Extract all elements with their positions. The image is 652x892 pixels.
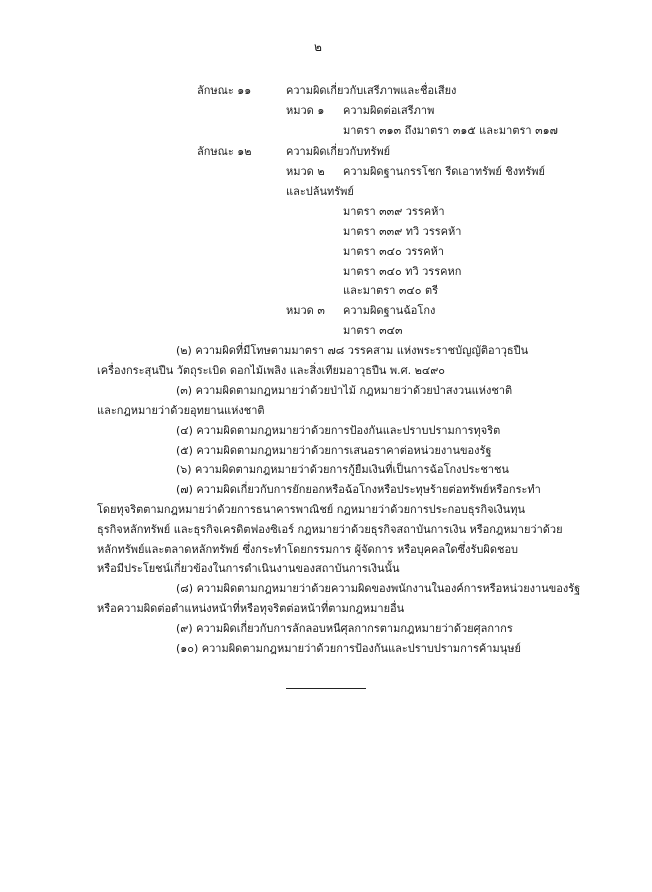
chapter-11-title: ความผิดเกี่ยวกับเสรีภาพและชื่อเสียง: [286, 84, 457, 97]
page-number: ๒: [314, 40, 322, 54]
part-3-title: ความผิดฐานฉ้อโกง: [343, 304, 436, 317]
part-2-label: หมวด ๒: [286, 165, 325, 178]
part-2-title: ความผิดฐานกรรโชก รีดเอาทรัพย์ ชิงทรัพย์: [343, 165, 545, 178]
item-7-line-1: (๗) ความผิดเกี่ยวกับการยักยอกหรือฉ้อโกงหรือประทุษร้ายต่อทรัพย์หรือกระทำ: [176, 483, 541, 496]
part-2-title-cont: และปล้นทรัพย์: [286, 185, 354, 198]
part-2-section-5: และมาตรา ๓๔๐ ตรี: [343, 284, 438, 297]
item-5: (๕) ความผิดตามกฎหมายว่าด้วยการเสนอราคาต่อหน่วยงานของรัฐ: [176, 444, 492, 457]
chapter-11-label: ลักษณะ ๑๑: [197, 84, 252, 97]
item-3-line-1: (๓) ความผิดตามกฎหมายว่าด้วยป่าไม้ กฎหมายว่าด้วยป่าสงวนแห่งชาติ: [176, 384, 513, 397]
part-2-section-2: มาตรา ๓๓๙ ทวิ วรรคห้า: [343, 225, 462, 238]
part-1-title: ความผิดต่อเสรีภาพ: [343, 104, 435, 117]
part-2-section-4: มาตรา ๓๔๐ ทวิ วรรคหก: [343, 265, 462, 278]
item-7-line-2: โดยทุจริตตามกฎหมายว่าด้วยการธนาคารพาณิชย์ กฎหมายว่าด้วยการประกอบธุรกิจเงินทุน: [97, 503, 525, 516]
part-3-section: มาตรา ๓๔๓: [343, 324, 403, 337]
end-rule: [286, 688, 366, 689]
part-1-sections: มาตรา ๓๑๓ ถึงมาตรา ๓๑๕ และมาตรา ๓๑๗: [343, 124, 558, 137]
item-3-line-2: และกฎหมายว่าด้วยอุทยานแห่งชาติ: [97, 404, 265, 417]
part-1-label: หมวด ๑: [286, 104, 325, 117]
part-2-section-1: มาตรา ๓๓๙ วรรคห้า: [343, 205, 445, 218]
part-3-label: หมวด ๓: [286, 304, 325, 317]
item-8-line-2: หรือความผิดต่อตำแหน่งหน้าที่หรือทุจริตต่อหน้าที่ตามกฎหมายอื่น: [97, 602, 405, 615]
item-7-line-5: หรือมีประโยชน์เกี่ยวข้องในการดำเนินงานของสถาบันการเงินนั้น: [97, 562, 400, 575]
chapter-12-label: ลักษณะ ๑๒: [197, 145, 252, 158]
item-7-line-3: ธุรกิจหลักทรัพย์ และธุรกิจเครดิตฟองซิเอร์ กฎหมายว่าด้วยธุรกิจสถาบันการเงิน หรือกฎหมายว่าด้วย: [97, 523, 563, 536]
item-2-line-2: เครื่องกระสุนปืน วัตถุระเบิด ดอกไม้เพลิง และสิ่งเทียมอาวุธปืน พ.ศ. ๒๔๙๐: [97, 364, 445, 377]
item-4: (๔) ความผิดตามกฎหมายว่าด้วยการป้องกันและปราบปรามการทุจริต: [176, 424, 501, 437]
chapter-12-title: ความผิดเกี่ยวกับทรัพย์: [286, 145, 391, 158]
item-8-line-1: (๘) ความผิดตามกฎหมายว่าด้วยความผิดของพนักงานในองค์การหรือหน่วยงานของรัฐ: [176, 582, 581, 595]
item-2-line-1: (๒) ความผิดที่มีโทษตามมาตรา ๗๘ วรรคสาม แห่งพระราชบัญญัติอาวุธปืน: [176, 344, 529, 357]
item-6: (๖) ความผิดตามกฎหมายว่าด้วยการกู้ยืมเงินที่เป็นการฉ้อโกงประชาชน: [176, 463, 509, 476]
item-7-line-4: หลักทรัพย์และตลาดหลักทรัพย์ ซึ่งกระทำโดยกรรมการ ผู้จัดการ หรือบุคคลใดซึ่งรับผิดชอบ: [97, 543, 519, 556]
item-10: (๑๐) ความผิดตามกฎหมายว่าด้วยการป้องกันและปราบปรามการค้ามนุษย์: [176, 642, 521, 655]
part-2-section-3: มาตรา ๓๔๐ วรรคห้า: [343, 245, 444, 258]
item-9: (๙) ความผิดเกี่ยวกับการลักลอบหนีศุลกากรตามกฎหมายว่าด้วยศุลกากร: [176, 622, 513, 635]
